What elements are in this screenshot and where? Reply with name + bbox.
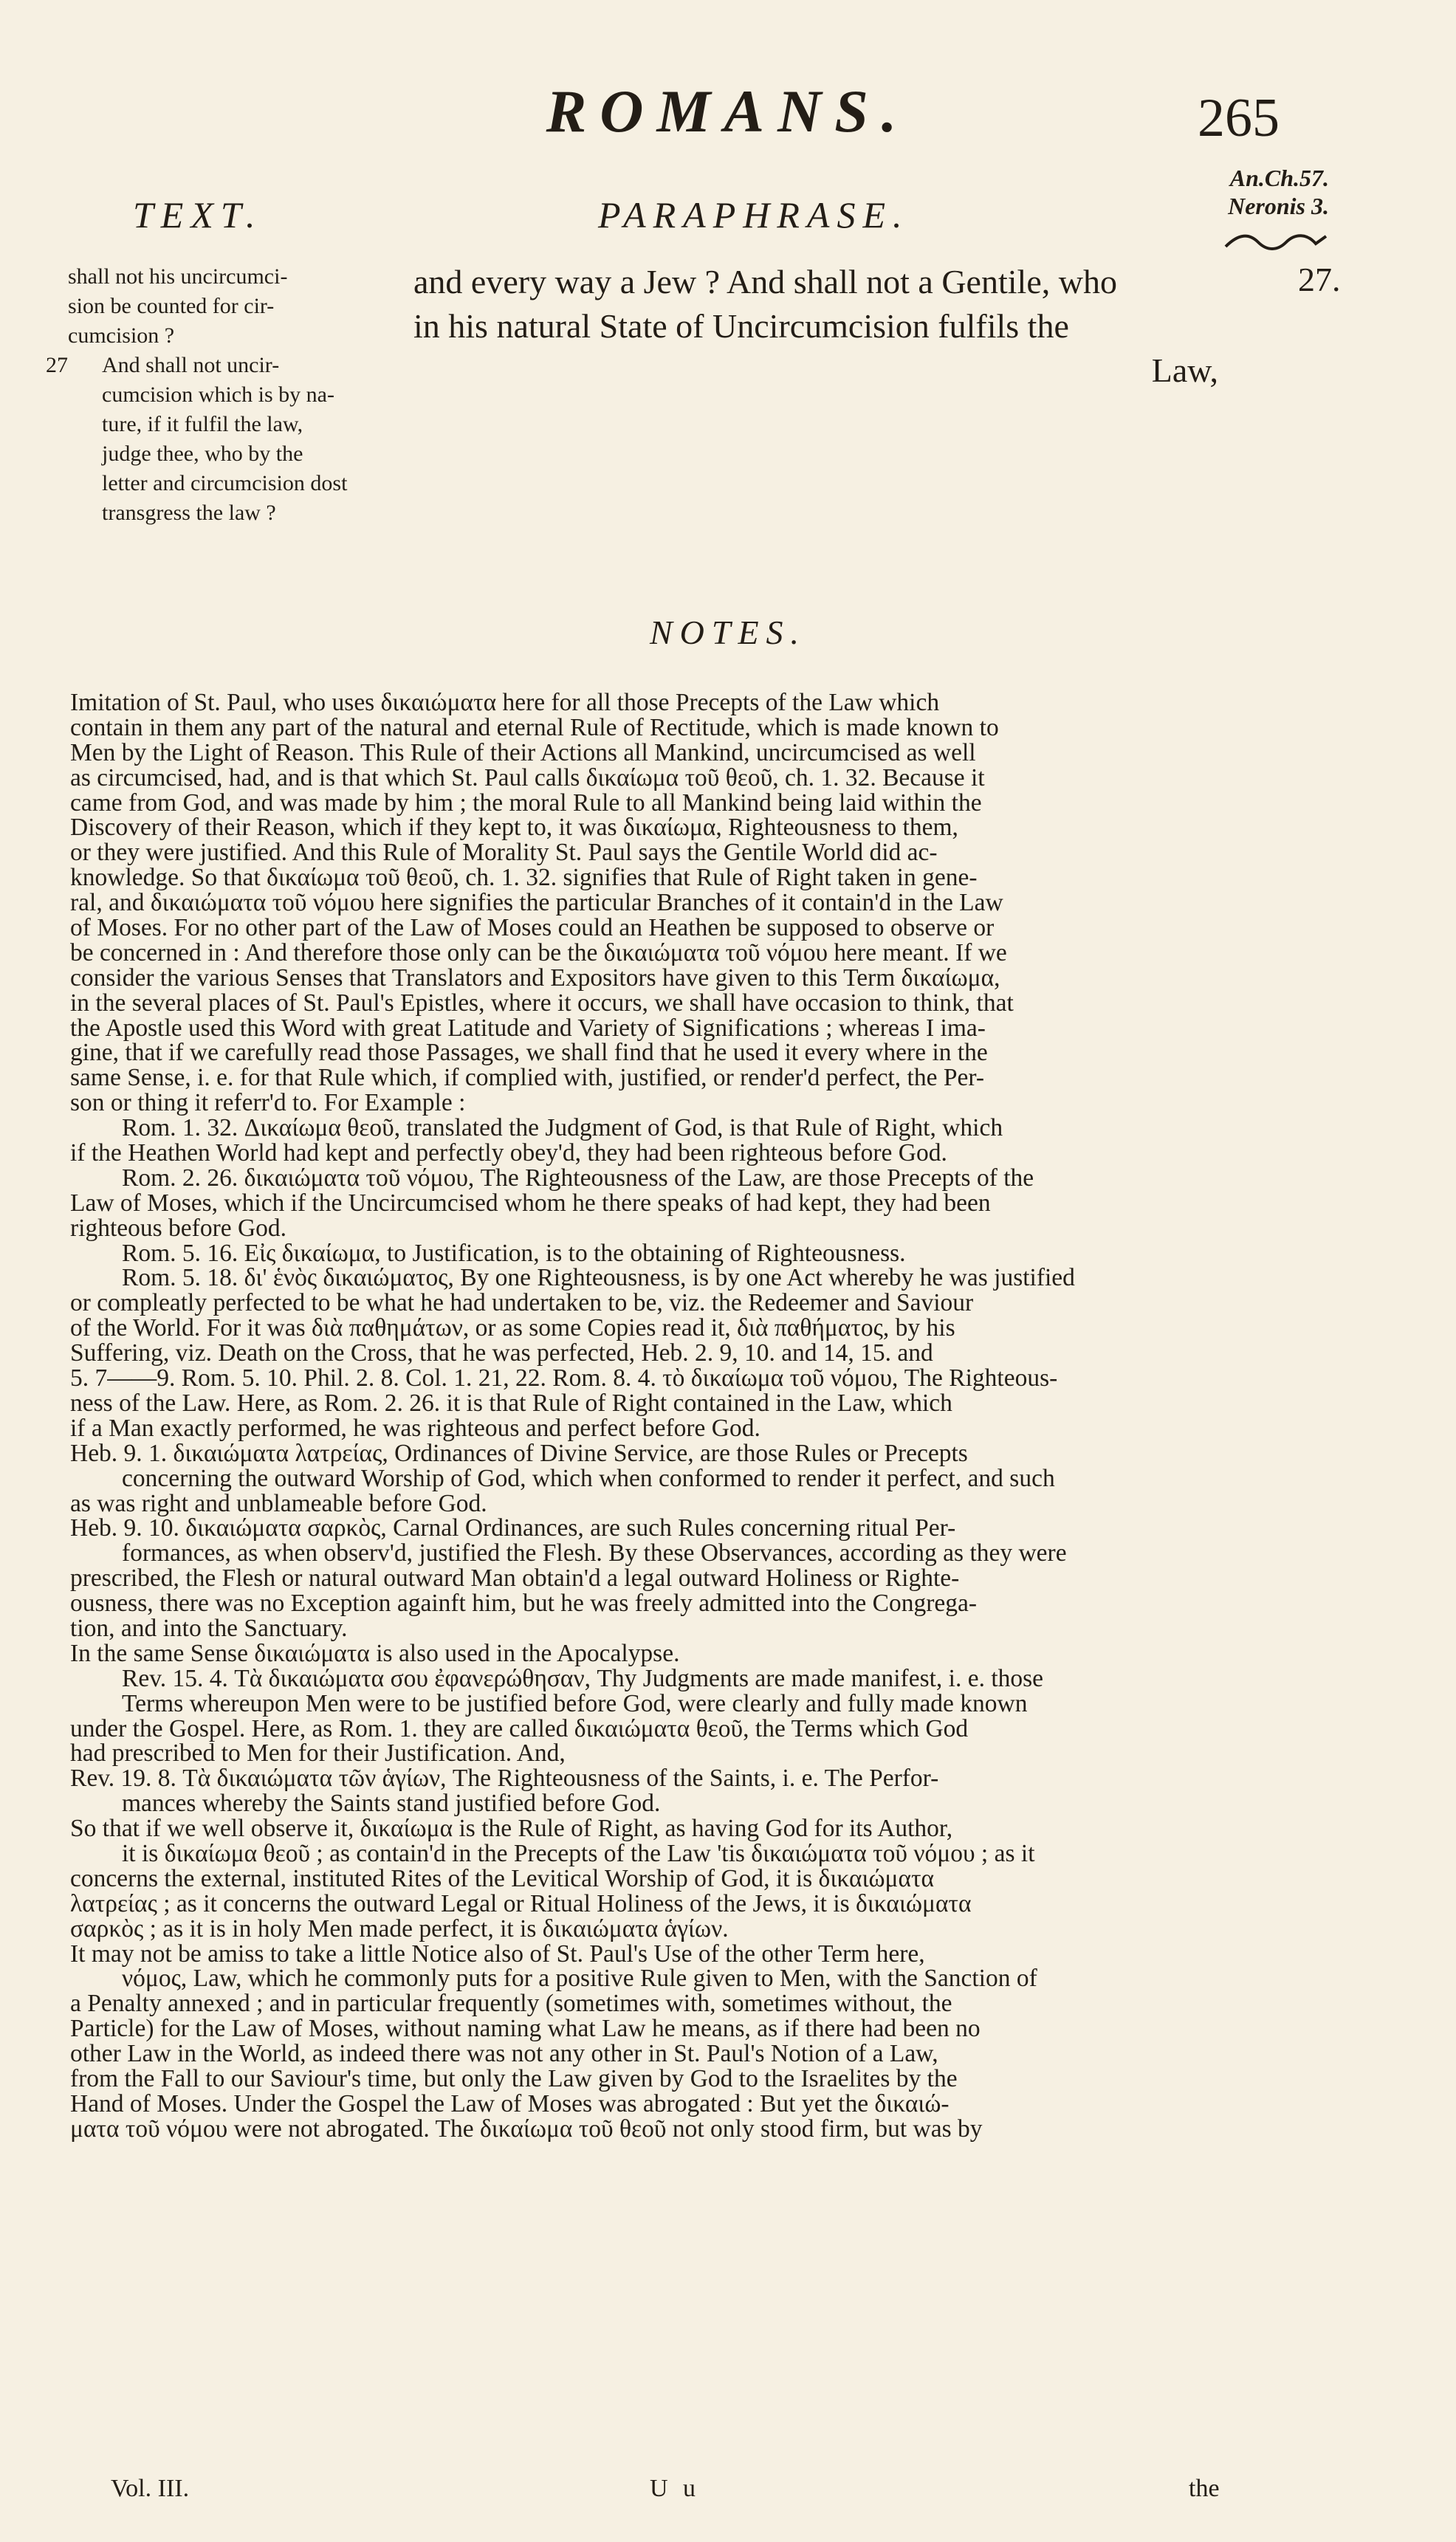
text-line: ture, if it fulfil the law, bbox=[102, 412, 303, 436]
notes-line: of Moses. For no other part of the Law of Moses could an Heathen be supposed to observe or bbox=[70, 914, 995, 942]
notes-line: other Law in the World, as indeed there was not any other in St. Paul's Notion of a Law, bbox=[70, 2040, 938, 2068]
text-line-2 bbox=[46, 292, 415, 321]
notes-line: mances whereby the Saints stand justified before God. bbox=[122, 1790, 661, 1818]
notes-line: In the same Sense δικαιώματα is also used in the Apocalypse. bbox=[70, 1639, 680, 1667]
year-line-2: Neronis 3. bbox=[1228, 193, 1329, 219]
paraphrase-column-heading: PARAPHRASE. bbox=[598, 194, 910, 236]
ornament-swash-icon bbox=[1224, 229, 1328, 255]
notes-line: knowledge. So that δικαίωμα τοῦ θεοῦ, ch. 1. 32. signifies that Rule of Right taken in gene- bbox=[70, 864, 978, 892]
verse-number: 27 bbox=[46, 353, 68, 377]
notes-line: as was right and unblameable before God. bbox=[70, 1489, 487, 1517]
notes-line: Rom. 5. 18. δι' ἑνὸς δικαιώματος, By one Righteousness, is by one Act whereby he was justified bbox=[122, 1264, 1075, 1292]
notes-line: had prescribed to Men for their Justification. And, bbox=[70, 1739, 566, 1768]
notes-line: from the Fall to our Saviour's time, but only the Law given by God to the Israelites by the bbox=[70, 2064, 958, 2092]
notes-line: Men by the Light of Reason. This Rule of their Actions all Mankind, uncircumcised as well bbox=[70, 738, 976, 766]
notes-line: So that if we well observe it, δικαίωμα is the Rule of Right, as having God for its Author, bbox=[70, 1815, 953, 1843]
notes-line: contain in them any part of the natural and eternal Rule of Rectitude, which is made known to bbox=[70, 713, 999, 741]
notes-line: 5. 7——9. Rom. 5. 10. Phil. 2. 8. Col. 1. 21, 22. Rom. 8. 4. τὸ δικαίωμα τοῦ νόμου, The Righteous- bbox=[70, 1364, 1058, 1392]
notes-line: in the several places of St. Paul's Epistles, where it occurs, we shall have occasion to think, that bbox=[70, 989, 1014, 1017]
notes-line: if a Man exactly performed, he was righteous and perfect before God. bbox=[70, 1414, 760, 1442]
notes-line: νόμος, Law, which he commonly puts for a positive Rule given to Men, with the Sanction of bbox=[122, 1965, 1037, 1993]
text-line-9 bbox=[46, 498, 415, 528]
notes-line: the Apostle used this Word with great Latitude and Variety of Significations ; whereas I ima- bbox=[70, 1014, 986, 1042]
paraphrase-column bbox=[413, 260, 1218, 393]
text-line: cumcision which is by na- bbox=[102, 382, 334, 407]
notes-line: σαρκὸς ; as it is in holy Men made perfect, it is δικαιώματα ἁγίων. bbox=[70, 1914, 729, 1942]
notes-line: righteous before God. bbox=[70, 1214, 287, 1242]
notes-line: concerning the outward Worship of God, which when conformed to render it perfect, and such bbox=[122, 1464, 1055, 1492]
notes-line: Law of Moses, which if the Uncircumcised whom he there speaks of had kept, they had been bbox=[70, 1189, 991, 1217]
notes-line: ness of the Law. Here, as Rom. 2. 26. it is that Rule of Right contained in the Law, which bbox=[70, 1389, 952, 1417]
text-line: cumcision ? bbox=[68, 323, 175, 348]
notes-line: a Penalty annexed ; and in particular frequently (sometimes with, sometimes without, the bbox=[70, 1990, 952, 2018]
footer-volume: Vol. III. bbox=[111, 2475, 190, 2502]
notes-line: be concerned in : And therefore those only can be the δικαιώματα τοῦ νόμου here meant. If we bbox=[70, 938, 1007, 966]
notes-line: concerns the external, instituted Rites of the Levitical Worship of God, it is δικαιώματα bbox=[70, 1864, 935, 1892]
notes-line: under the Gospel. Here, as Rom. 1. they are called δικαιώματα θεοῦ, the Terms which God bbox=[70, 1714, 969, 1742]
notes-line: It may not be amiss to take a little Notice also of St. Paul's Use of the other Term here, bbox=[70, 1940, 925, 1968]
notes-line: Rev. 19. 8. Τὰ δικαιώματα τῶν ἁγίων, The Righteousness of the Saints, i. e. The Perfor- bbox=[70, 1765, 939, 1793]
paraphrase-verse-number: 27. bbox=[1298, 261, 1341, 298]
notes-line: prescribed, the Flesh or natural outward Man obtain'd a legal outward Holiness or Righte- bbox=[70, 1564, 960, 1593]
notes-line: Rom. 5. 16. Εἰς δικαίωμα, to Justification, is to the obtaining of Righteousness. bbox=[122, 1239, 906, 1267]
notes-line: Discovery of their Reason, which if they kept to, it was δικαίωμα, Righteousness to them, bbox=[70, 814, 958, 842]
text-line-5 bbox=[46, 380, 415, 410]
notes-body bbox=[70, 690, 1277, 2142]
running-head-title: ROMANS. bbox=[546, 78, 910, 145]
notes-line: Terms whereupon Men were to be justified before God, were clearly and fully made known bbox=[122, 1689, 1028, 1717]
notes-heading: NOTES. bbox=[649, 614, 807, 651]
notes-line: Heb. 9. 10. δικαιώματα σαρκὸς, Carnal Ordinances, are such Rules concerning ritual Per- bbox=[70, 1514, 956, 1542]
notes-line: son or thing it referr'd to. For Example : bbox=[70, 1089, 466, 1117]
notes-line: Imitation of St. Paul, who uses δικαιώματα here for all those Precepts of the Law which bbox=[70, 689, 940, 716]
text-line-8 bbox=[46, 469, 415, 498]
notes-line: consider the various Senses that Translators and Expositors have given to this Term δικαίωμα, bbox=[70, 963, 1000, 992]
notes-line: Particle) for the Law of Moses, without naming what Law he means, as if there had been no bbox=[70, 2015, 981, 2043]
notes-line: or they were justified. And this Rule of Morality St. Paul says the Gentile World did ac- bbox=[70, 839, 938, 867]
notes-line: λατρείας ; as it concerns the outward Legal or Ritual Holiness of the Jews, it is δικαιώματα bbox=[70, 1889, 972, 1917]
text-line: And shall not uncir- bbox=[102, 353, 280, 377]
notes-line: of the World. For it was διὰ παθημάτων, or as some Copies read it, διὰ παθήματος, by his bbox=[70, 1314, 955, 1342]
text-column-heading: TEXT. bbox=[133, 194, 263, 236]
notes-line: formances, as when observ'd, justified the Flesh. By these Observances, according as they were bbox=[122, 1539, 1067, 1567]
text-line-7 bbox=[46, 439, 415, 469]
notes-line: as circumcised, had, and is that which St. Paul calls δικαίωμα τοῦ θεοῦ, ch. 1. 32. Because it bbox=[70, 763, 985, 791]
notes-line: or compleatly perfected to be what he had undertaken to be, viz. the Redeemer and Saviour bbox=[70, 1289, 974, 1317]
text-line: judge thee, who by the bbox=[102, 442, 303, 466]
notes-line: came from God, and was made by him ; the moral Rule to all Mankind being laid within the bbox=[70, 789, 982, 817]
text-line: transgress the law ? bbox=[102, 501, 276, 525]
text-line-3 bbox=[46, 321, 415, 351]
notes-line: if the Heathen World had kept and perfectly obey'd, they had been righteous before God. bbox=[70, 1139, 947, 1167]
footer-catchword: the bbox=[1189, 2475, 1220, 2502]
text-line: letter and circumcision dost bbox=[102, 471, 348, 495]
notes-line: ousness, there was no Exception againft him, but he was freely admitted into the Congrega- bbox=[70, 1590, 978, 1618]
notes-line: Rom. 1. 32. Δικαίωμα θεοῦ, translated the Judgment of God, is that Rule of Right, which bbox=[122, 1114, 1003, 1142]
page-number: 265 bbox=[1198, 88, 1280, 148]
text-line: sion be counted for cir- bbox=[68, 294, 275, 318]
year-line-1: An.Ch.57. bbox=[1229, 165, 1329, 191]
notes-line: ral, and δικαιώματα τοῦ νόμου here signifies the particular Branches of it contain'd in the Law bbox=[70, 889, 1003, 917]
notes-line: ματα τοῦ νόμου were not abrogated. The δικαίωμα τοῦ θεοῦ not only stood firm, but was by bbox=[70, 2115, 983, 2143]
notes-line: Suffering, viz. Death on the Cross, that he was perfected, Heb. 2. 9, 10. and 14, 15. and bbox=[70, 1339, 933, 1367]
notes-line: Hand of Moses. Under the Gospel the Law of Moses was abrogated : But yet the δικαιώ- bbox=[70, 2089, 950, 2117]
notes-line: Rev. 15. 4. Τὰ δικαιώματα σου ἐφανερώθησαν, Thy Judgments are made manifest, i. e. those bbox=[122, 1664, 1044, 1692]
text-line: shall not his uncircumci- bbox=[68, 264, 288, 289]
notes-line: gine, that if we carefully read those Passages, we shall find that he used it every where in the bbox=[70, 1039, 988, 1067]
year-reference bbox=[1211, 164, 1329, 220]
notes-line: Heb. 9. 1. δικαιώματα λατρείας, Ordinances of Divine Service, are those Rules or Precepts bbox=[70, 1439, 968, 1467]
notes-line: same Sense, i. e. for that Rule which, if complied with, justified, or render'd perfect, the Per- bbox=[70, 1064, 984, 1092]
notes-line: it is δικαίωμα θεοῦ ; as contain'd in the Precepts of the Law 'tis δικαιώματα τοῦ νόμου ; as it bbox=[122, 1839, 1035, 1867]
text-column bbox=[46, 262, 415, 528]
notes-line: tion, and into the Sanctuary. bbox=[70, 1614, 348, 1642]
footer-signature: U u bbox=[650, 2475, 701, 2502]
text-line-1 bbox=[46, 262, 415, 292]
paraphrase-line: Law, bbox=[1151, 351, 1218, 389]
paraphrase-line: and every way a Jew ? And shall not a Gentile, who bbox=[413, 263, 1117, 300]
text-line-6 bbox=[46, 410, 415, 439]
text-line-4 bbox=[46, 351, 415, 380]
notes-line: Rom. 2. 26. δικαιώματα τοῦ νόμου, The Righteousness of the Law, are those Precepts of the bbox=[122, 1164, 1034, 1192]
paraphrase-line: in his natural State of Uncircumcision fulfils the bbox=[413, 307, 1069, 345]
